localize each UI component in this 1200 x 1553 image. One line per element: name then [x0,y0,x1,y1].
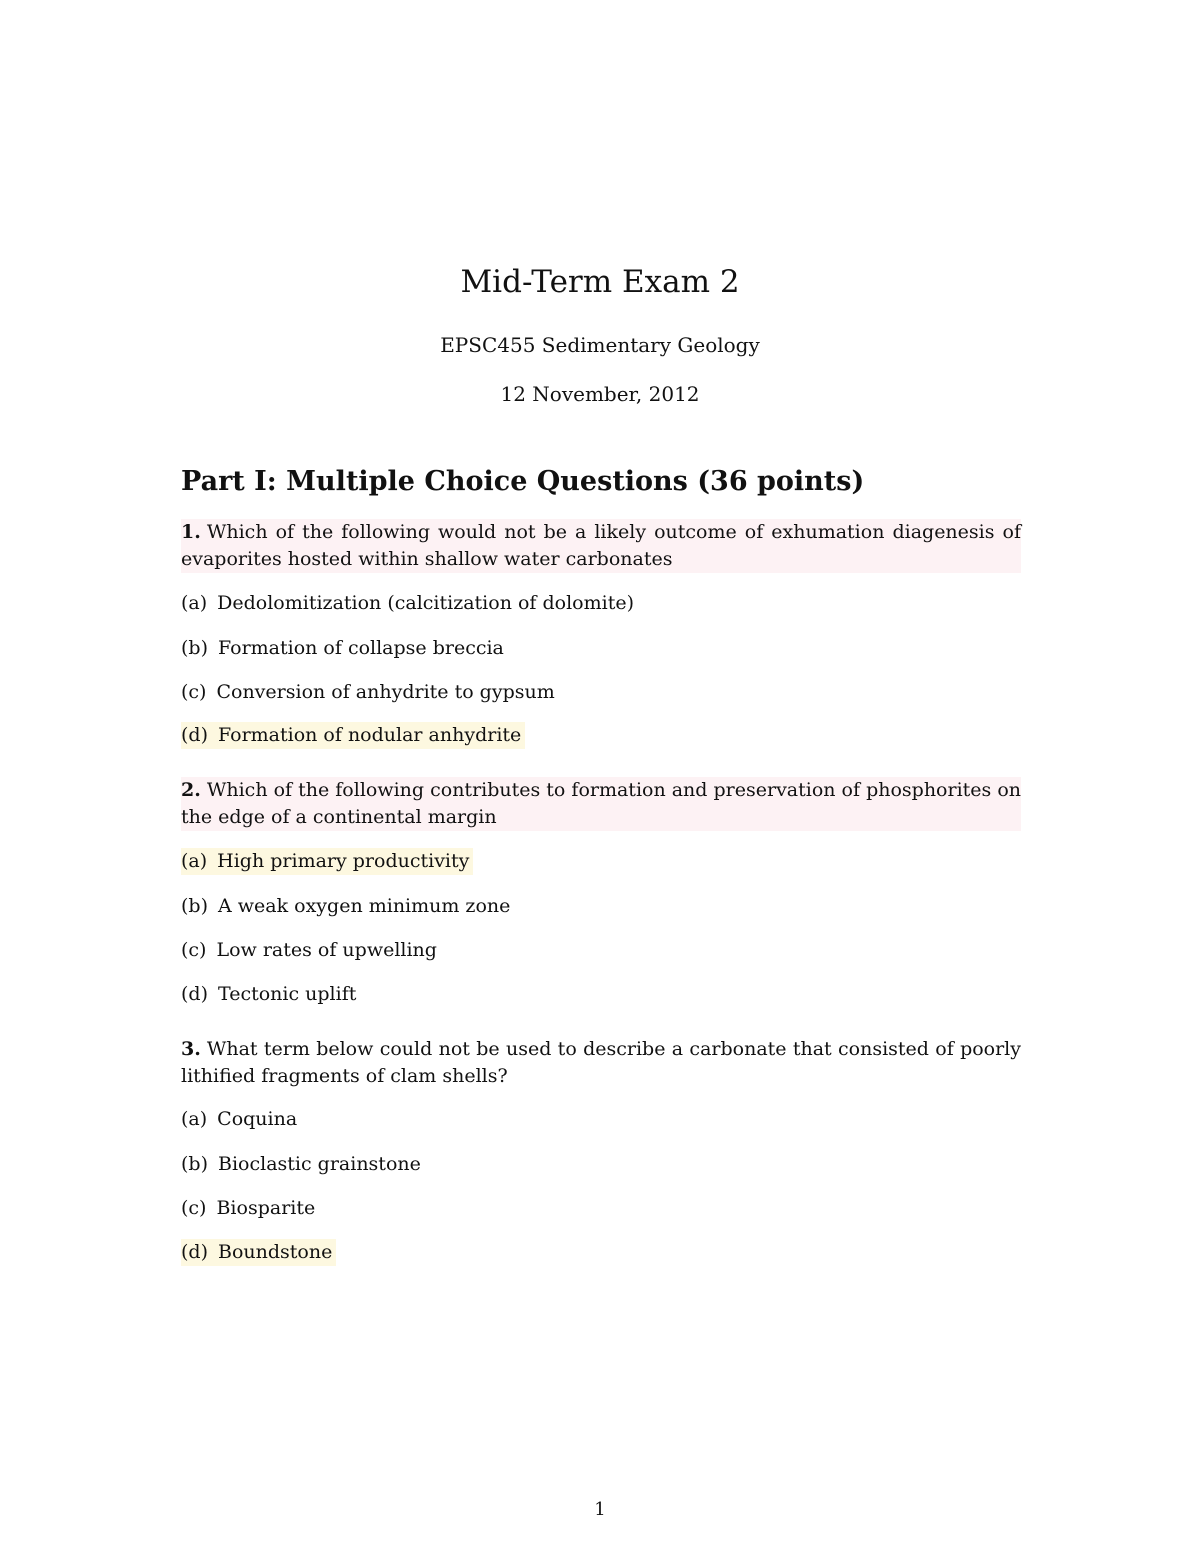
question-2 [181,777,1021,831]
question-3-option-b [181,1151,425,1178]
section-heading: Part I: Multiple Choice Questions (36 points) [181,466,865,497]
question-2-option-c [181,937,441,964]
question-3-option-a [181,1106,301,1133]
option-text: Conversion of anhydrite to gypsum [216,681,555,703]
option-label: (c) [181,1197,207,1219]
question-1-option-b [181,635,508,662]
question-2-option-d [181,981,360,1008]
question-number: 3. [181,1038,201,1060]
option-text: A weak oxygen minimum zone [218,895,511,917]
option-text: Tectonic uplift [218,983,357,1005]
option-text: Biosparite [216,1197,316,1219]
option-text: Coquina [217,1108,298,1130]
option-text: Boundstone [218,1241,333,1263]
question-2-option-b [181,893,514,920]
option-label: (b) [181,637,208,659]
question-text: What term below could not be used to describe a carbonate that consisted of poorly lithified fragments of clam shells? [181,1038,1021,1087]
option-label: (b) [181,1153,208,1175]
option-label: (b) [181,895,208,917]
question-1-option-d [181,722,525,749]
option-label: (a) [181,1108,208,1130]
question-1-option-a [181,590,638,617]
question-1-option-c [181,679,559,706]
question-2-option-a [181,848,473,875]
option-label: (d) [181,1241,208,1263]
option-label: (a) [181,850,208,872]
option-label: (d) [181,724,208,746]
question-3-option-d [181,1239,336,1266]
page-title: Mid-Term Exam 2 [460,264,740,300]
option-text: Bioclastic grainstone [218,1153,421,1175]
option-label: (d) [181,983,208,1005]
page-number: 1 [594,1499,606,1520]
question-1 [181,519,1021,573]
option-label: (c) [181,939,207,961]
option-label: (a) [181,592,208,614]
question-3 [181,1036,1021,1090]
option-text: Formation of collapse breccia [218,637,504,659]
option-text: Low rates of upwelling [216,939,437,961]
question-text: Which of the following would not be a likely outcome of exhumation diagenesis of evaporites hosted within shallow water carbonates [181,521,1021,570]
question-number: 2. [181,779,201,801]
option-text: Formation of nodular anhydrite [218,724,522,746]
question-text: Which of the following contributes to formation and preservation of phosphorites on the edge of a continental margin [181,779,1021,828]
exam-date: 12 November, 2012 [500,382,700,406]
option-text: High primary productivity [217,850,470,872]
option-text: Dedolomitization (calcitization of dolomite) [217,592,634,614]
course-name: EPSC455 Sedimentary Geology [440,333,760,357]
option-label: (c) [181,681,207,703]
question-3-option-c [181,1195,319,1222]
question-number: 1. [181,521,201,543]
